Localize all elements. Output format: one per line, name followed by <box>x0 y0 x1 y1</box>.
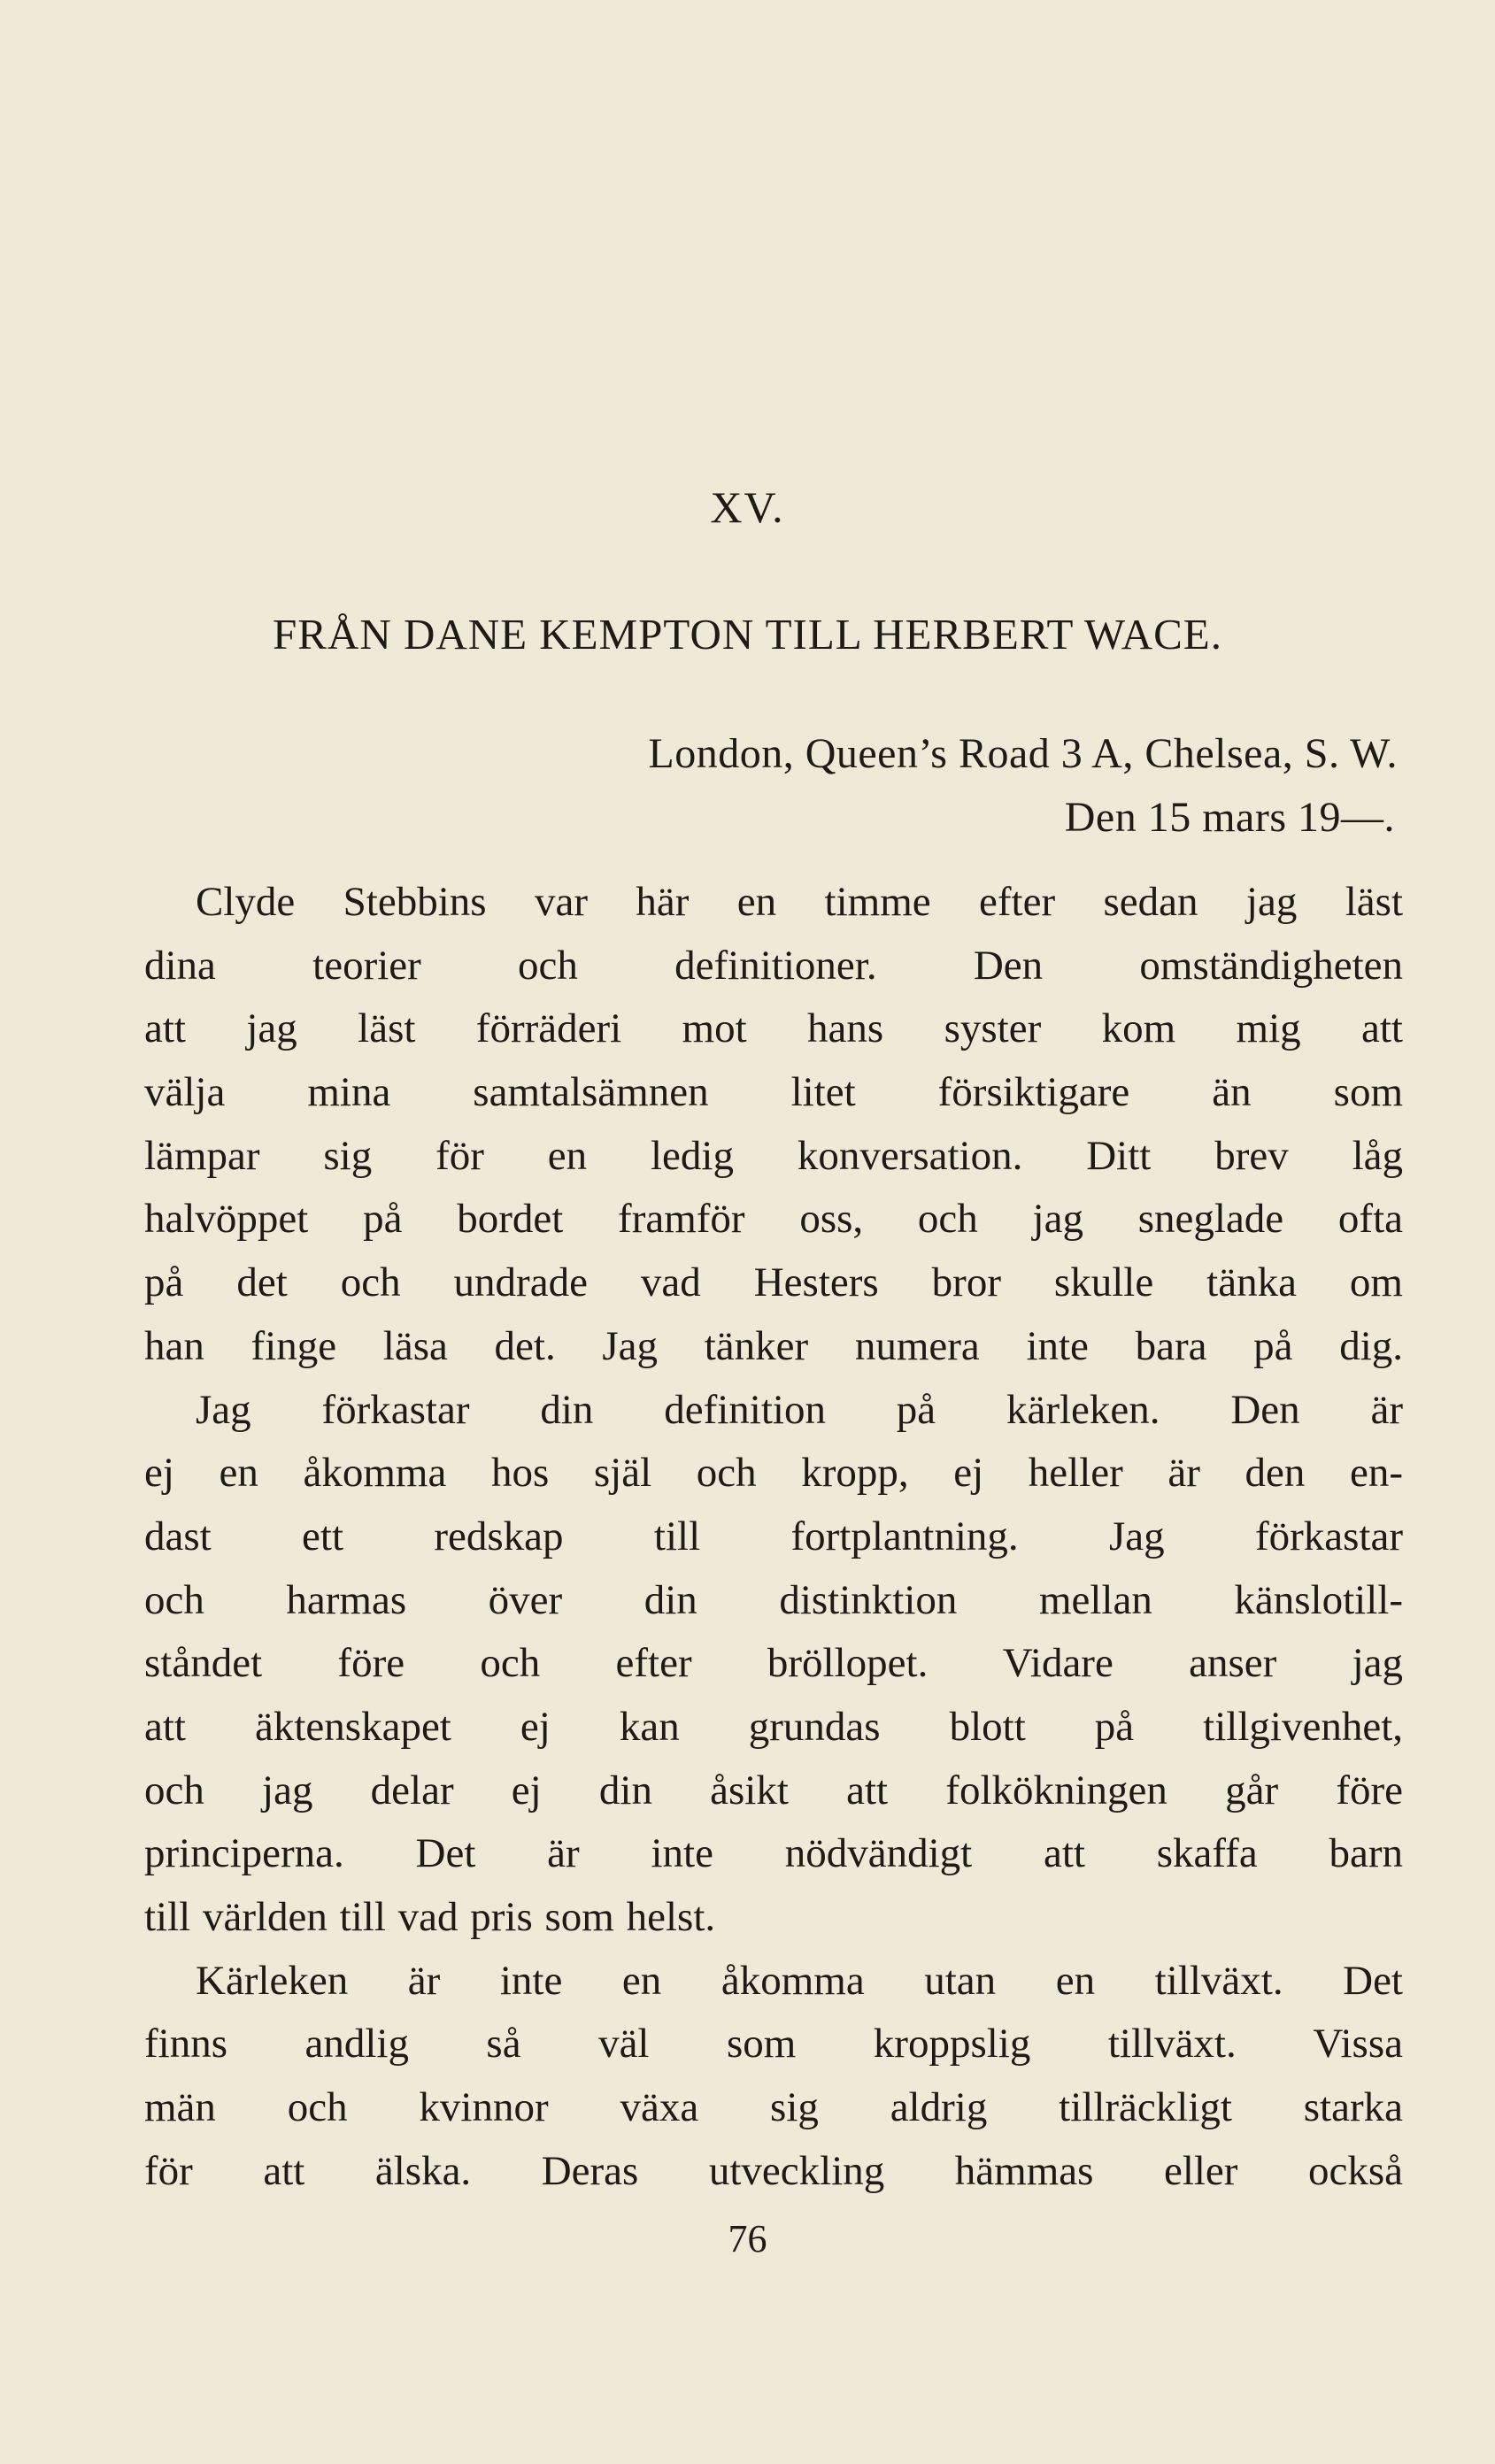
text-line: dast ett redskap till fortplantning. Jag förkastar <box>144 1513 1403 1559</box>
text-line: och jag delar ej din åsikt att folkökningen går före <box>144 1767 1403 1813</box>
text-line: att äktenskapet ej kan grundas blott på tillgivenhet, <box>144 1703 1403 1750</box>
text-line: lämpar sig för en ledig konversation. Ditt brev låg <box>144 1132 1403 1179</box>
text-line: Clyde Stebbins var här en timme efter sedan jag läst <box>196 879 1403 925</box>
text-line: män och kvinnor växa sig aldrig tillräckligt starka <box>144 2084 1403 2131</box>
text-line: Jag förkastar din definition på kärleken. Den är <box>196 1386 1403 1433</box>
letter-heading: FRÅN DANE KEMPTON TILL HERBERT WACE. <box>273 610 1222 658</box>
text-line: han finge läsa det. Jag tänker numera inte bara på dig. <box>144 1322 1403 1369</box>
letter-place: London, Queen’s Road 3 A, Chelsea, S. W. <box>648 730 1398 777</box>
text-line: till världen till vad pris som helst. <box>144 1894 716 1940</box>
text-line: halvöppet på bordet framför oss, och jag sneglade ofta <box>144 1196 1403 1243</box>
text-line: att jag läst förräderi mot hans syster kom mig att <box>144 1005 1403 1052</box>
letter-date: Den 15 mars 19—. <box>1064 794 1395 841</box>
text-line: ej en åkomma hos själ och kropp, ej heller är den en- <box>144 1450 1403 1497</box>
page-number: 76 <box>728 2217 767 2260</box>
chapter-number: XV. <box>710 482 785 532</box>
text-line: ståndet före och efter bröllopet. Vidare anser jag <box>144 1640 1403 1687</box>
text-line: principerna. Det är inte nödvändigt att skaffa barn <box>144 1830 1403 1877</box>
text-line: för att älska. Deras utveckling hämmas eller också <box>144 2147 1403 2194</box>
text-line: Kärleken är inte en åkomma utan en tillväxt. Det <box>196 1957 1403 2004</box>
text-line: finns andlig så väl som kroppslig tillväxt. Vissa <box>144 2021 1403 2067</box>
letter-body <box>144 871 1403 2203</box>
text-line: dina teorier och definitioner. Den omständigheten <box>144 942 1403 989</box>
text-line: och harmas över din distinktion mellan känslotill- <box>144 1576 1403 1623</box>
text-line: på det och undrade vad Hesters bror skulle tänka om <box>144 1259 1403 1306</box>
text-line: välja mina samtalsämnen litet försiktigare än som <box>144 1069 1403 1116</box>
